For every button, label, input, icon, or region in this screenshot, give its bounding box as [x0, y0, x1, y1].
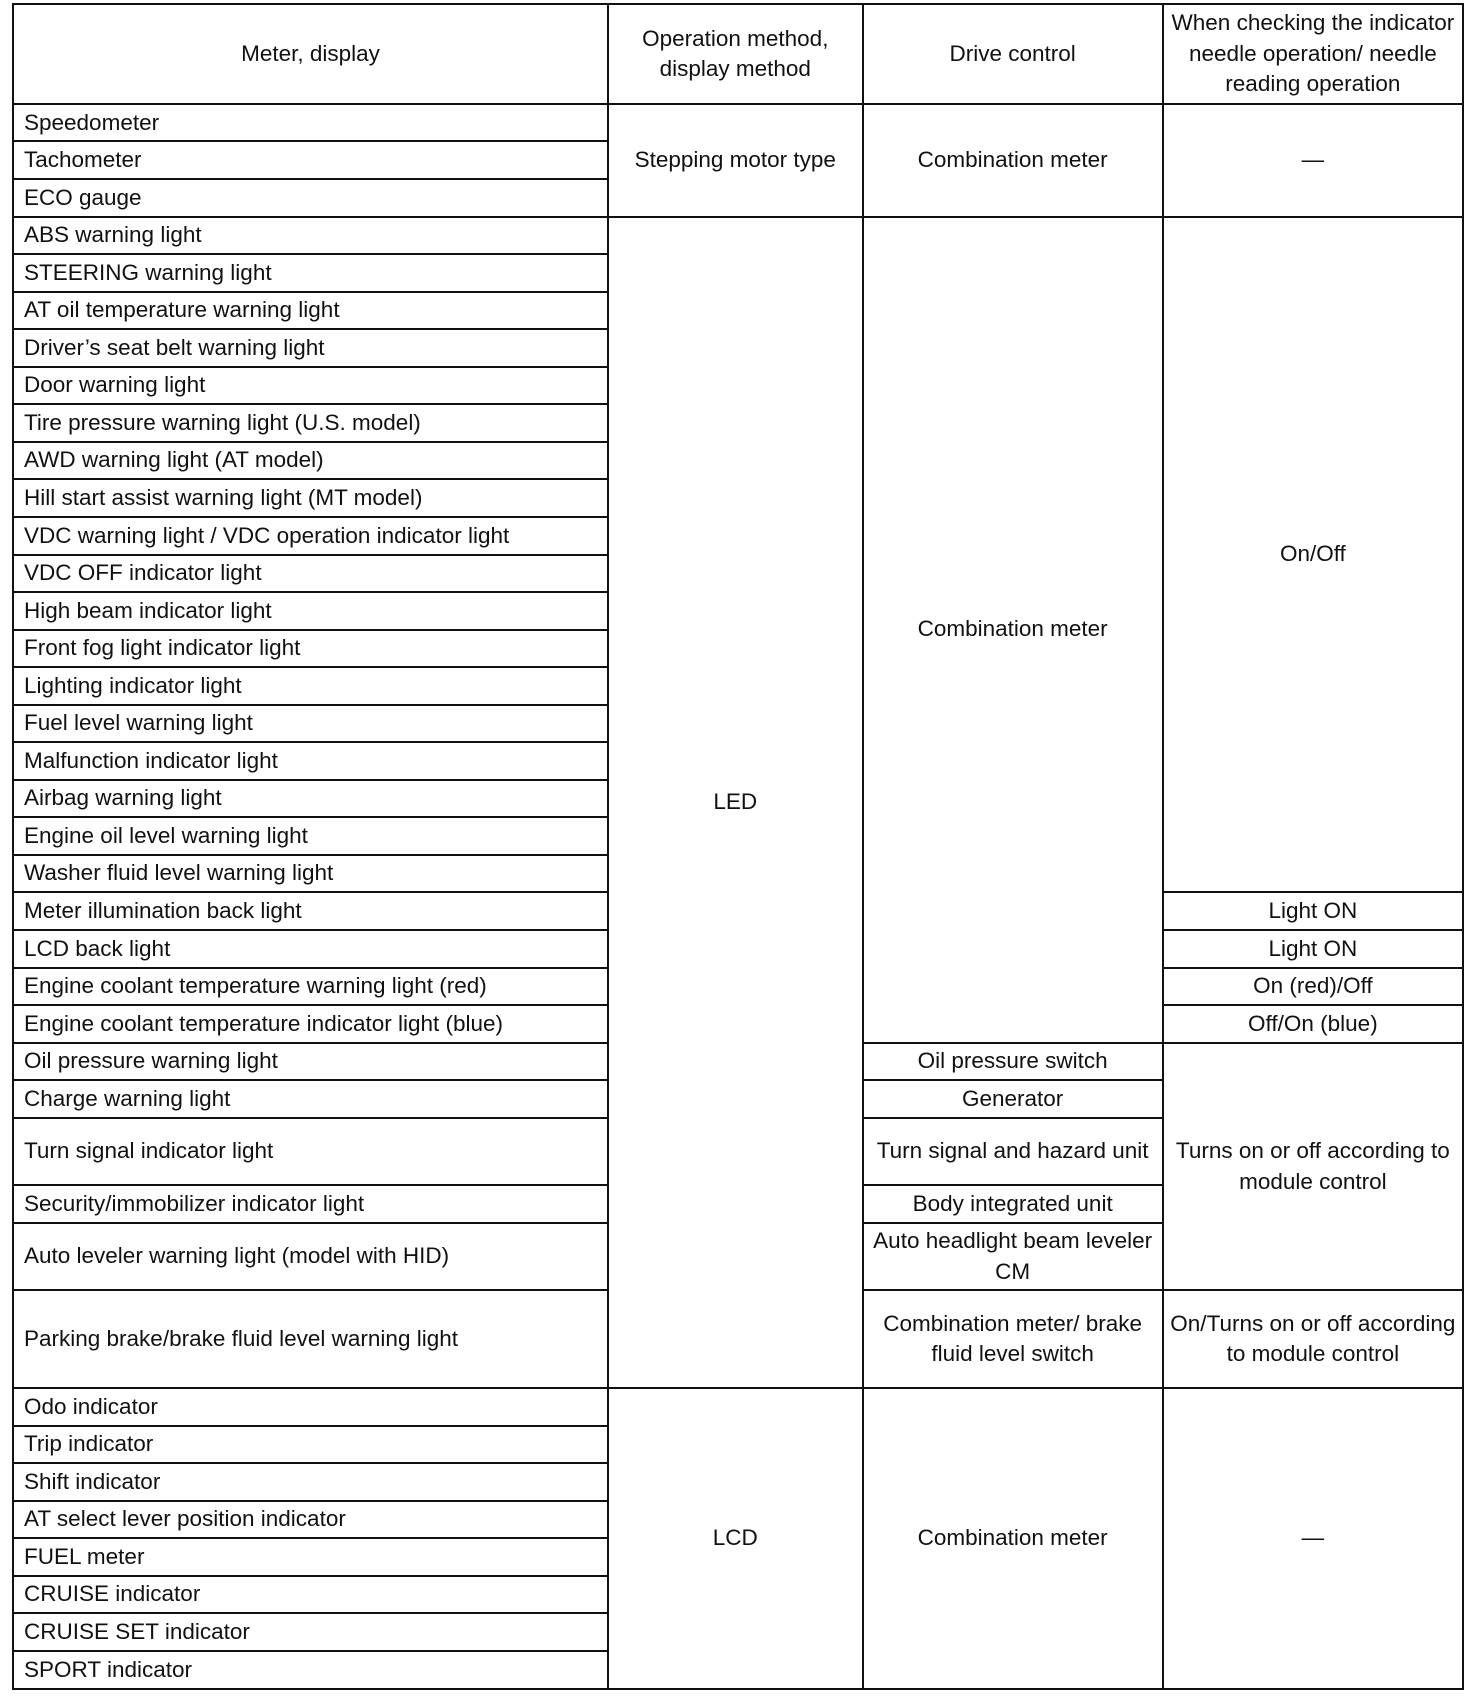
meter-name: Engine coolant temperature indicator light (blue) — [13, 1005, 608, 1043]
meter-name: Door warning light — [13, 367, 608, 405]
checking-cell: Turns on or off according to module control — [1163, 1043, 1463, 1291]
meter-name: Hill start assist warning light (MT model) — [13, 479, 608, 517]
drive-control-cell: Body integrated unit — [863, 1185, 1163, 1223]
checking-cell: On/Off — [1163, 217, 1463, 893]
header-checking: When checking the indicator needle operation/ needle reading operation — [1163, 4, 1463, 104]
meter-name: Lighting indicator light — [13, 667, 608, 705]
header-meter-display: Meter, display — [13, 4, 608, 104]
meter-display-table — [12, 3, 1464, 1690]
meter-name: High beam indicator light — [13, 592, 608, 630]
meter-name: LCD back light — [13, 930, 608, 968]
drive-control-cell: Generator — [863, 1080, 1163, 1118]
drive-control-cell: Combination meter/ brake fluid level switch — [863, 1290, 1163, 1388]
meter-name: Shift indicator — [13, 1463, 608, 1501]
meter-name: SPORT indicator — [13, 1651, 608, 1689]
checking-cell: Light ON — [1163, 892, 1463, 930]
drive-control-cell: Combination meter — [863, 1388, 1163, 1689]
meter-name: Tachometer — [13, 141, 608, 179]
meter-name: Engine oil level warning light — [13, 817, 608, 855]
drive-control-cell: Turn signal and hazard unit — [863, 1118, 1163, 1186]
meter-name: VDC OFF indicator light — [13, 555, 608, 593]
meter-name: Driver’s seat belt warning light — [13, 329, 608, 367]
meter-name: Front fog light indicator light — [13, 630, 608, 668]
checking-cell: On/Turns on or off according to module control — [1163, 1290, 1463, 1388]
meter-name: FUEL meter — [13, 1538, 608, 1576]
meter-name: Malfunction indicator light — [13, 742, 608, 780]
header-drive-control: Drive control — [863, 4, 1163, 104]
meter-name: Oil pressure warning light — [13, 1043, 608, 1081]
meter-name: AWD warning light (AT model) — [13, 442, 608, 480]
meter-name: STEERING warning light — [13, 254, 608, 292]
operation-method-cell: LCD — [608, 1388, 863, 1689]
table-row — [13, 1388, 1463, 1426]
meter-name: AT select lever position indicator — [13, 1501, 608, 1539]
checking-cell: — — [1163, 1388, 1463, 1689]
operation-method-cell: Stepping motor type — [608, 104, 863, 217]
meter-name: ECO gauge — [13, 179, 608, 217]
meter-name: Engine coolant temperature warning light (red) — [13, 968, 608, 1006]
table-row — [13, 217, 1463, 255]
meter-name: ABS warning light — [13, 217, 608, 255]
meter-name: VDC warning light / VDC operation indicator light — [13, 517, 608, 555]
meter-name: Airbag warning light — [13, 780, 608, 818]
meter-name: Auto leveler warning light (model with HID) — [13, 1223, 608, 1291]
drive-control-cell: Auto headlight beam leveler CM — [863, 1223, 1163, 1291]
table-row — [13, 104, 1463, 142]
header-operation-method: Operation method, display method — [608, 4, 863, 104]
operation-method-cell: LED — [608, 217, 863, 1389]
drive-control-cell: Combination meter — [863, 217, 1163, 1043]
meter-name: Speedometer — [13, 104, 608, 142]
meter-name: CRUISE SET indicator — [13, 1613, 608, 1651]
header-row — [13, 4, 1463, 104]
meter-name: Parking brake/brake fluid level warning light — [13, 1290, 608, 1388]
meter-name: Odo indicator — [13, 1388, 608, 1426]
checking-cell: — — [1163, 104, 1463, 217]
meter-name: Washer fluid level warning light — [13, 855, 608, 893]
meter-name: Tire pressure warning light (U.S. model) — [13, 404, 608, 442]
meter-name: Trip indicator — [13, 1426, 608, 1464]
meter-name: Fuel level warning light — [13, 705, 608, 743]
meter-name: Turn signal indicator light — [13, 1118, 608, 1186]
drive-control-cell: Oil pressure switch — [863, 1043, 1163, 1081]
checking-cell: Off/On (blue) — [1163, 1005, 1463, 1043]
checking-cell: On (red)/Off — [1163, 968, 1463, 1006]
meter-name: CRUISE indicator — [13, 1576, 608, 1614]
drive-control-cell: Combination meter — [863, 104, 1163, 217]
meter-name: AT oil temperature warning light — [13, 292, 608, 330]
meter-name: Security/immobilizer indicator light — [13, 1185, 608, 1223]
meter-name: Charge warning light — [13, 1080, 608, 1118]
checking-cell: Light ON — [1163, 930, 1463, 968]
meter-name: Meter illumination back light — [13, 892, 608, 930]
